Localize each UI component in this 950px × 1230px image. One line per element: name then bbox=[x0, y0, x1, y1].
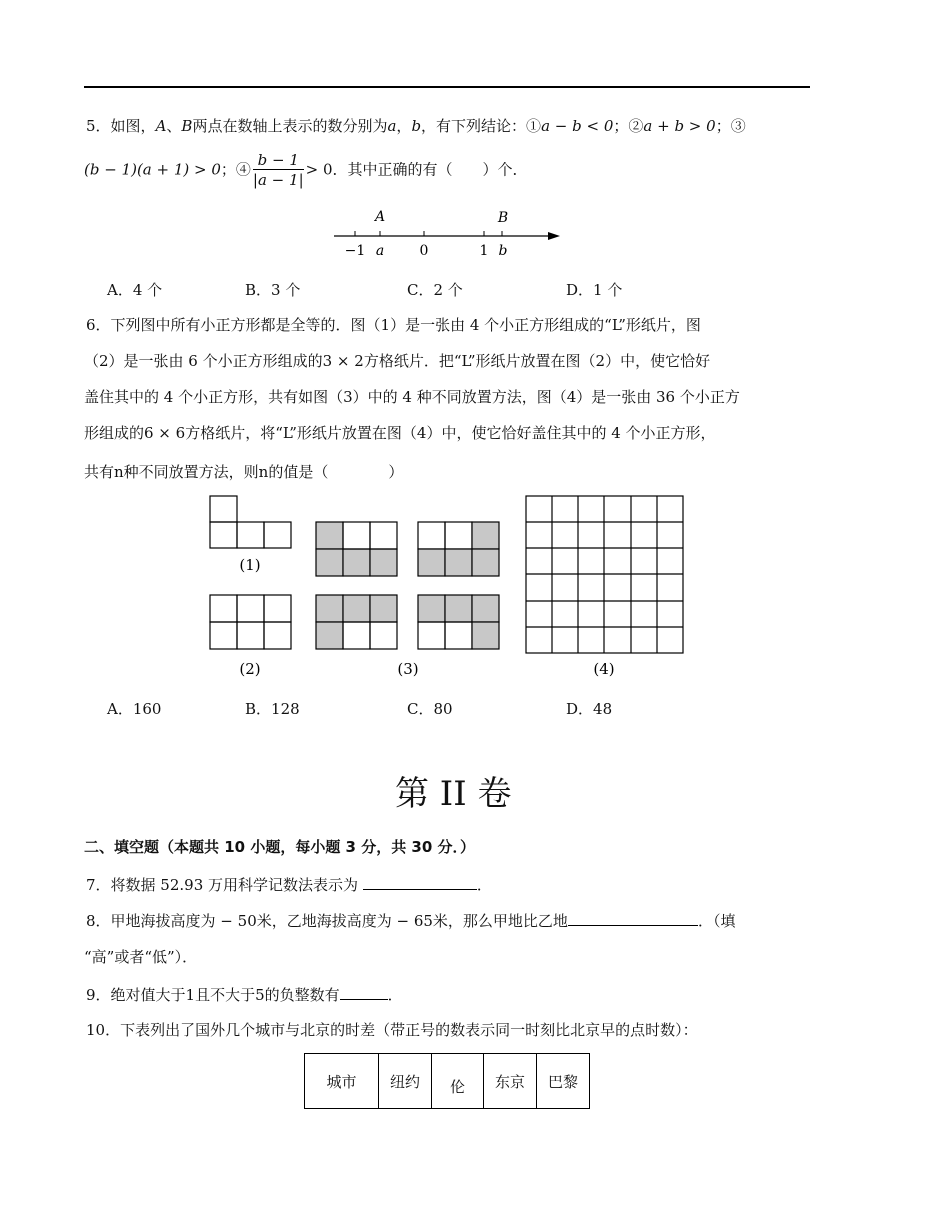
table-header-cell: 巴黎 bbox=[537, 1054, 590, 1109]
q5-option-b: B．3 个 bbox=[245, 281, 301, 299]
time-difference-table bbox=[304, 1053, 590, 1109]
figure-4-label: (4) bbox=[593, 660, 615, 678]
figure-3-placement-1 bbox=[316, 522, 397, 576]
q8-answer-blank bbox=[568, 909, 698, 926]
q6-line3: 盖住其中的 4 个小正方形，共有如图（3）中的 4 种不同放置方法，图（4）是一张由 36 个小正方 bbox=[84, 388, 740, 406]
figure-1-label: (1) bbox=[239, 556, 261, 574]
q6-line5: 共有n种不同放置方法，则n的值是（ ） bbox=[84, 463, 404, 481]
q6-line4: 形组成的6 × 6方格纸片，将“L”形纸片放置在图（4）中，使它恰好盖住其中的 4 个小正方形， bbox=[84, 424, 716, 442]
q10: 10．下表列出了国外几个城市与北京的时差（带正号的数表示同一时刻比北京早的点时数）： bbox=[86, 1021, 698, 1039]
tick-label: 1 bbox=[479, 243, 489, 259]
q7-answer-blank bbox=[363, 873, 477, 890]
tick-label: b bbox=[498, 243, 508, 259]
table-row bbox=[305, 1054, 590, 1109]
figure-3-label: (3) bbox=[397, 660, 419, 678]
figure-3-placement-4 bbox=[418, 595, 499, 649]
table-header-cell: 伦 bbox=[432, 1054, 484, 1109]
conclusion-4-fraction: $\frac{b - 1}{|a - 1|}$ bbox=[252, 151, 304, 189]
conclusion-1: a − b < 0 bbox=[541, 117, 614, 135]
figure-4-grid bbox=[526, 496, 683, 653]
figure-1-l-shape bbox=[210, 496, 291, 548]
table-header-cell: 纽约 bbox=[379, 1054, 432, 1109]
figure-2-grid bbox=[210, 595, 291, 649]
q7: 7．将数据 52.93 万用科学记数法表示为 ． bbox=[86, 873, 492, 896]
number-line bbox=[328, 204, 568, 266]
tick-label: a bbox=[375, 243, 385, 259]
q8-line1: 8．甲地海拔高度为 − 50米，乙地海拔高度为 − 65米，那么甲地比乙地 ．（填 bbox=[86, 909, 735, 932]
point-b-label: B bbox=[497, 210, 509, 226]
section-2-heading: 二、填空题（本题共 10 小题，每小题 3 分，共 30 分．） bbox=[84, 838, 476, 856]
q5-line2: (b − 1)(a + 1) > 0；④ $\frac{b - 1}{|a - 1|}$ > 0．其中正确的有（ ）个． bbox=[84, 151, 528, 189]
q5-option-c: C．2 个 bbox=[407, 281, 463, 299]
table-header-cell: 城市 bbox=[305, 1054, 379, 1109]
grid-figures bbox=[205, 490, 695, 682]
header-rule bbox=[84, 86, 810, 88]
q6-line1: 6．下列图中所有小正方形都是全等的．图（1）是一张由 4 个小正方形组成的“L”形纸片，图 bbox=[86, 316, 701, 334]
q9: 9．绝对值大于1且不大于5的负整数有 ． bbox=[86, 983, 403, 1006]
conclusion-2: a + b > 0 bbox=[643, 117, 716, 135]
tick-label: 0 bbox=[419, 243, 429, 259]
q8-line2: “高”或者“低”）． bbox=[84, 948, 198, 966]
conclusion-3: (b − 1)(a + 1) > 0 bbox=[84, 160, 221, 179]
q9-answer-blank bbox=[340, 983, 388, 1000]
figure-2-label: (2) bbox=[239, 660, 261, 678]
point-a-label: A bbox=[374, 209, 386, 225]
q6-option-d: D．48 bbox=[566, 700, 613, 718]
q5-line1: 5．如图，A、B两点在数轴上表示的数分别为a，b，有下列结论：①a − b < 0；②a + b > 0；③ bbox=[86, 117, 746, 135]
q5-option-d: D．1 个 bbox=[566, 281, 623, 299]
q6-option-a: A．160 bbox=[107, 700, 162, 718]
figure-3-placement-3 bbox=[316, 595, 397, 649]
volume-title: 第 II 卷 bbox=[395, 774, 512, 814]
q6-line2: （2）是一张由 6 个小正方形组成的3 × 2方格纸片．把“L”形纸片放置在图（2）中，使它恰好 bbox=[84, 352, 711, 370]
q6-option-b: B．128 bbox=[245, 700, 300, 718]
table-header-cell: 东京 bbox=[484, 1054, 537, 1109]
q6-option-c: C．80 bbox=[407, 700, 453, 718]
q5-option-a: A．4 个 bbox=[107, 281, 163, 299]
figure-3-placement-2 bbox=[418, 522, 499, 576]
tick-label: −1 bbox=[344, 243, 366, 259]
